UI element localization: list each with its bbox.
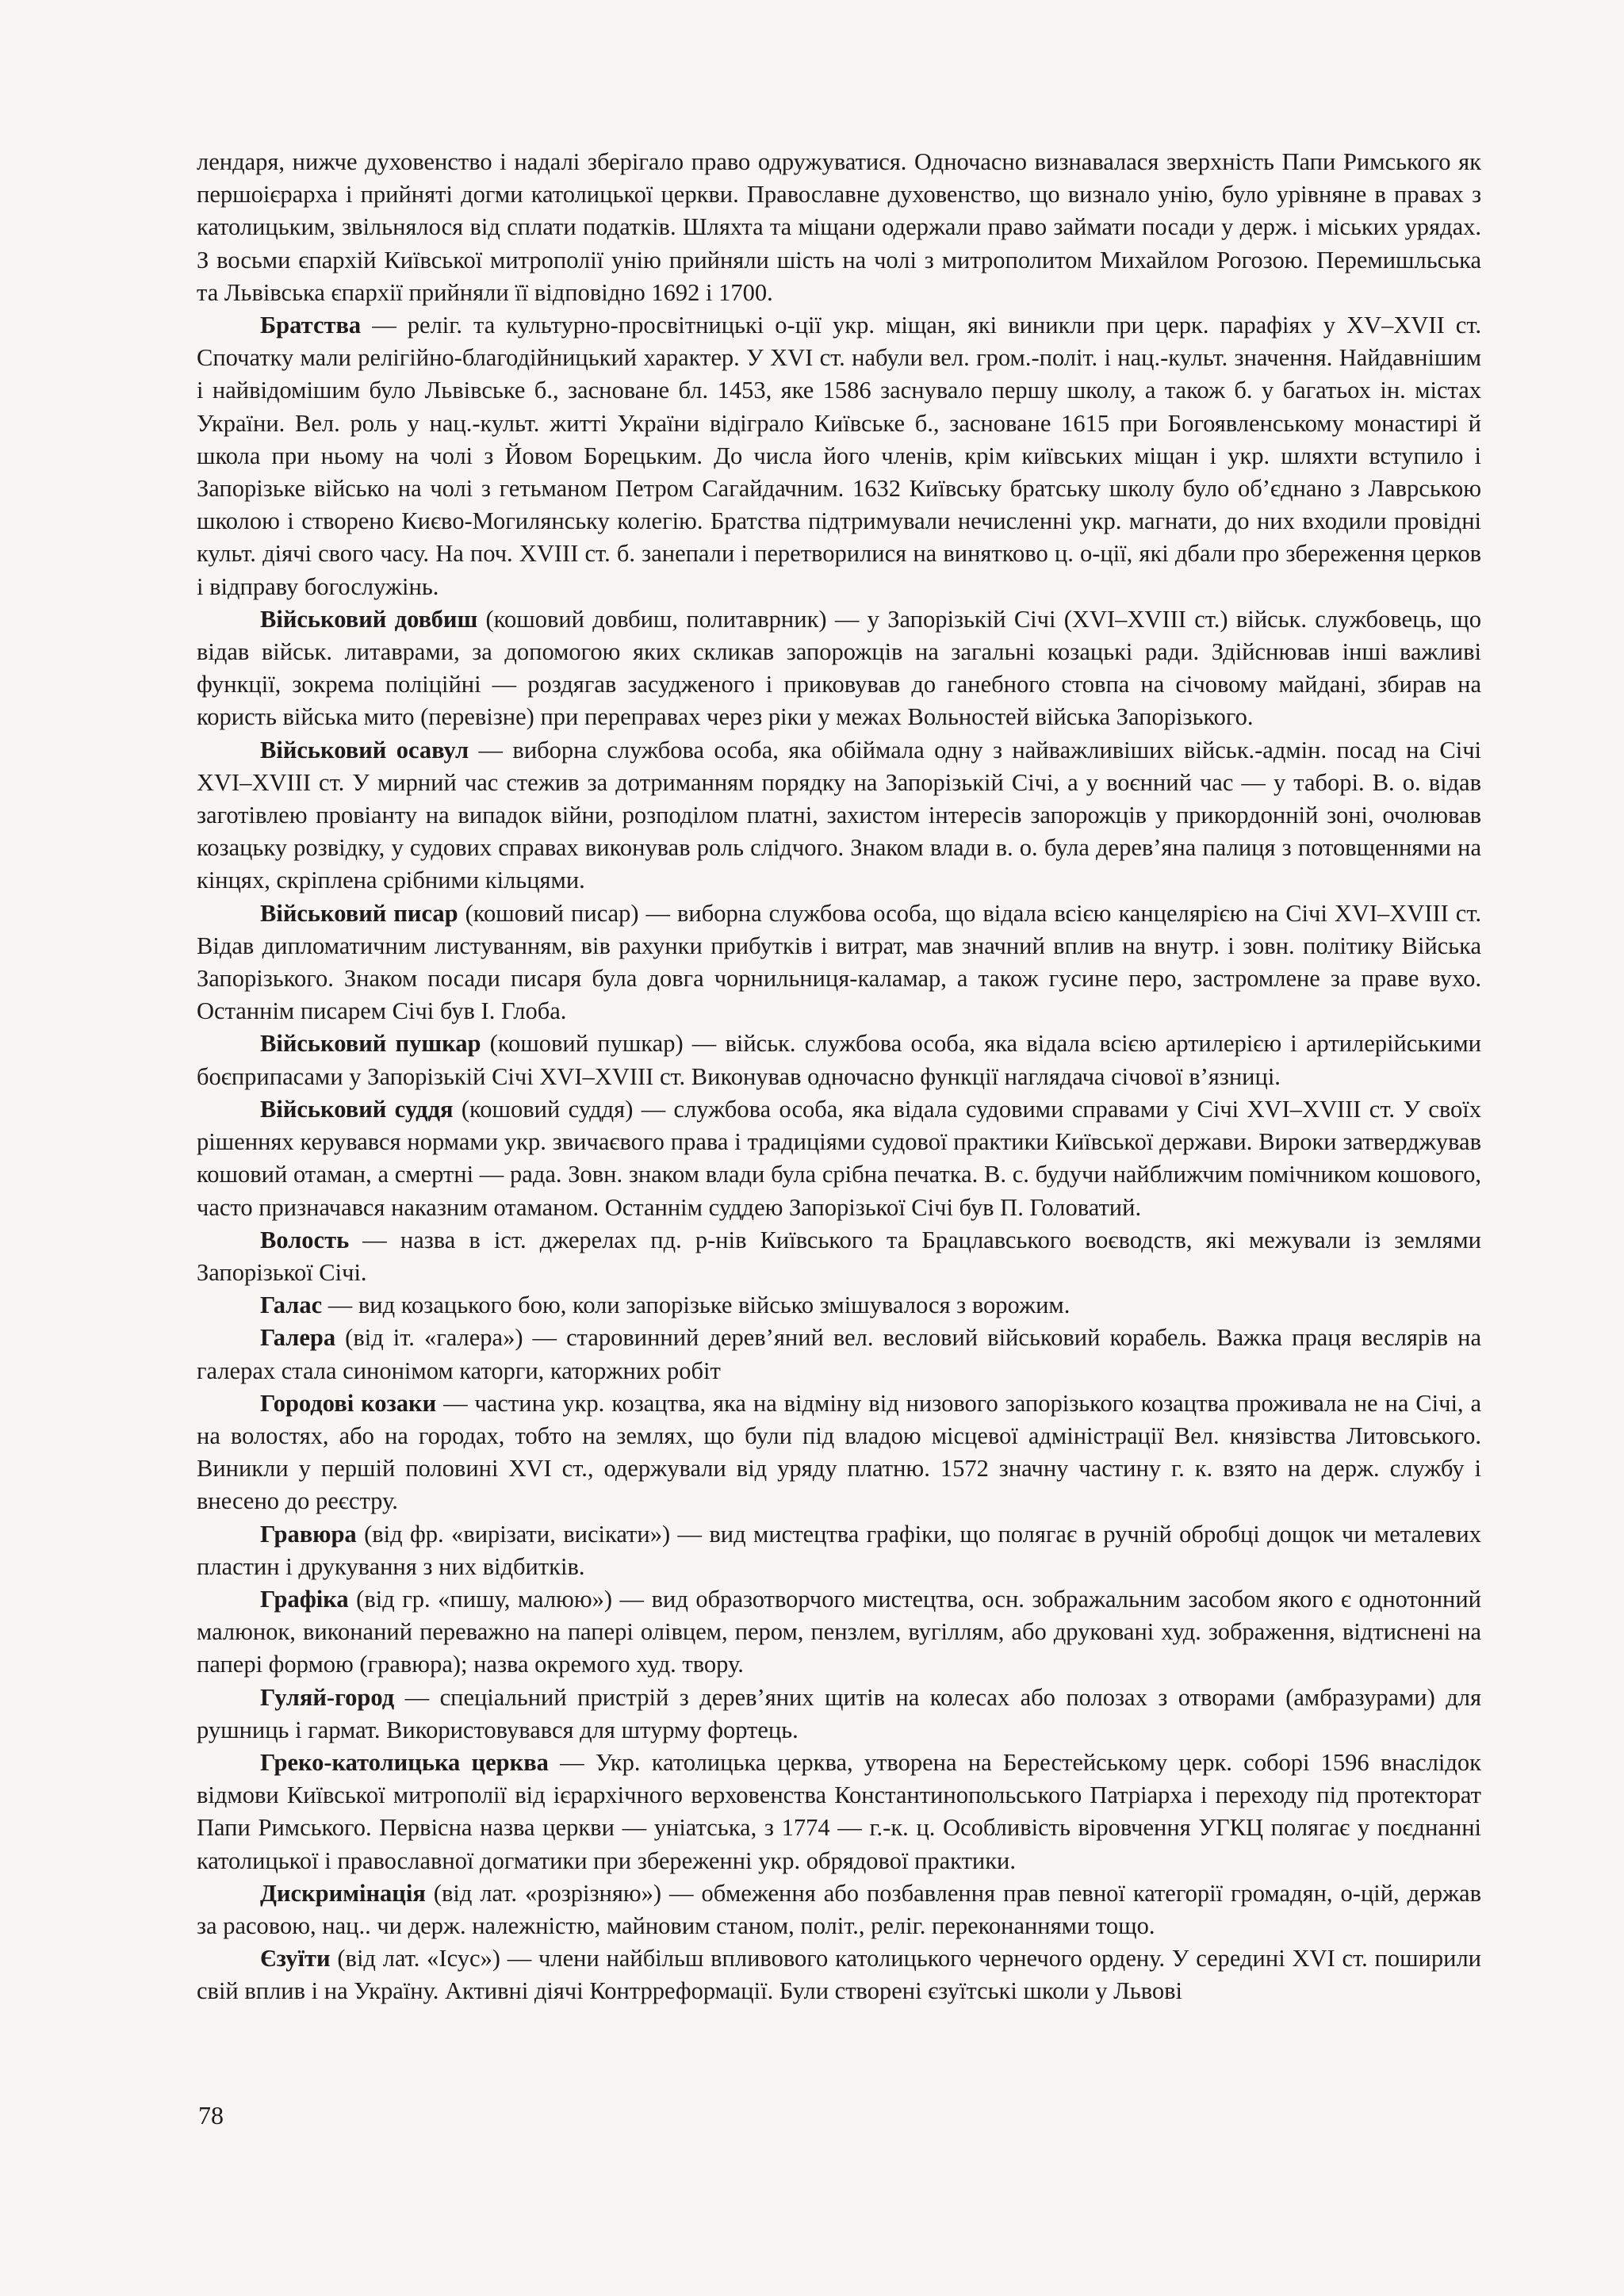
entry-definition: (від фр. «вирізати, висікати») — вид мистецтва графіки, що полягає в ручній обробці дощок чи металевих пластин і друкування з них відбитків.: [197, 1520, 1481, 1580]
glossary-entry: [197, 1682, 1481, 1747]
entry-term: Городові козаки: [260, 1389, 437, 1417]
glossary-entry: [197, 897, 1481, 1028]
entry-definition: — вид козацького бою, коли запорізьке військо змішувалося з ворожим.: [322, 1292, 1071, 1319]
entry-definition: — назва в іст. джерелах пд. р-нів Київського та Брацлавського воєводств, які межували із землями Запорізької Січі.: [197, 1226, 1481, 1286]
glossary-entry: [197, 1583, 1481, 1682]
entry-term: Військовий осавул: [260, 736, 469, 763]
glossary-entry: [197, 1747, 1481, 1877]
entry-definition: (кошовий пушкар) — військ. службова особа, яка відала всією артилерією і артилерійськими боєприпасами у Запорізькій Січі XVI–XVIII ст. Виконував одночасно функції наглядача січової в’язниці.: [197, 1030, 1481, 1090]
glossary-entry: [197, 1877, 1481, 1942]
entry-definition: — частина укр. козацтва, яка на відміну від низового запорізького козацтва проживала не на Січі, а на волостях, або на городах, тобто на землях, що були під владою місцевої адміністрації Вел. князівства Литовського. Виникли у першій половині XVI ст., одержували від уряду платню. 1572 значну частину г. к. взято на держ. службу і внесено до реєстру.: [197, 1389, 1481, 1515]
entry-term: Галас: [260, 1292, 323, 1319]
entry-definition: — виборна службова особа, яка обіймала одну з найважливіших військ.-адмін. посад на Січі XVI–XVIII ст. У мирний час стежив за дотриманням порядку на Запорізькій Січі, а у воєнний час — у таборі. В. о. відав заготівлею провіанту на випадок війни, розподілом платні, захистом інтересів запорожців у прикордонній зоні, очолював козацьку розвідку, у судових справах виконував роль слідчого. Знаком влади в. о. була дерев’яна палиця з потовщеннями на кінцях, скріплена срібними кільцями.: [197, 736, 1482, 894]
glossary-entry: [197, 1322, 1481, 1387]
entry-term: Гуляй-город: [260, 1683, 395, 1711]
entry-definition: (від іт. «галера») — старовинний дерев’яний вел. весловий військовий корабель. Важка праця веслярів на галерах стала синонімом каторги, каторжних робіт: [197, 1324, 1481, 1384]
entry-definition: (від лат. «Ісус») — члени найбільш впливового католицького чернечого ордену. У середині XVI ст. поширили свій вплив і на Україну. Активні діячі Контрреформації. Були створені єзуїтські школи у Львові: [197, 1945, 1481, 2005]
entry-definition: (кошовий писар) — виборна службова особа, що відала всією канцелярією на Січі XVI–XVIII ст. Відав дипломатичним листуванням, вів рахунки прибутків і витрат, мав значний вплив на внутр. і зовн. політику Війська Запорізького. Знаком посади писаря була довга чорнильниця-каламар, а також гусине перо, застромлене за праве вухо. Останнім писарем Січі був І. Глоба.: [197, 899, 1482, 1025]
entry-definition: (кошовий суддя) — службова особа, яка відала судовими справами у Січі XVI–XVIII ст. У своїх рішеннях керувався нормами укр. звичаєвого права і традиціями судової практики Київської держави. Вироки затверджував кошовий отаман, а смертні — рада. Зовн. знаком влади була срібна печатка. В. с. будучи найближчим помічником кошового, часто призначався наказним отаманом. Останнім суддею Запорізької Січі був П. Головатий.: [197, 1095, 1481, 1221]
entry-definition: — Укр. католицька церква, утворена на Берестейському церк. соборі 1596 внаслідок відмови Київської митрополії від ієрархічного верховенства Константинопольського Патріарха і переходу під протекторат Папи Римського. Первісна назва церкви — уніатська, з 1774 — г.-к. ц. Особливість віровчення УГКЦ полягає у поєднанні католицької і православної догматики при збереженні укр. обрядової практики.: [197, 1748, 1481, 1874]
continuation-paragraph: лендаря, нижче духовенство і надалі зберігало право одружуватися. Одночасно визнавалася зверхність Папи Римського як першоієрарха і прийняті догми католицької церкви. Православне духовенство, що визнало унію, було урівняне в правах з католицьким, звільнялося від сплати податків. Шляхта та міщани одержали право займати посади у держ. і міських урядах. З восьми єпархій Київської митрополії унію прийняли шість на чолі з митрополитом Михайлом Рогозою. Перемишльська та Львівська єпархії прийняли її відповідно 1692 і 1700.: [197, 148, 1481, 306]
entry-term: Військовий пушкар: [260, 1030, 481, 1058]
entry-term: Графіка: [260, 1585, 349, 1613]
glossary-entry: [197, 1093, 1481, 1224]
page-number: 78: [198, 2101, 224, 2130]
entry-term: Єзуїти: [260, 1945, 331, 1973]
entry-term: Військовий суддя: [260, 1095, 454, 1123]
entry-term: Гравюра: [260, 1520, 357, 1548]
entry-definition: — реліг. та культурно-просвітницькі о-ції укр. міщан, які виникли при церк. парафіях у XV–XVII ст. Спочатку мали релігійно-благодійницький характер. У XVI ст. набули вел. гром.-політ. і нац.-культ. значення. Найдавнішим і найвідомішим було Львівське б., засноване бл. 1453, яке 1586 заснувало першу школу, а також б. у багатьох ін. містах України. Вел. роль у нац.-культ. житті України відіграло Київське б., засноване 1615 при Богоявленському монастирі й школа при ньому на чолі з Йовом Борецьким. До числа його членів, крім київських міщан і укр. шляхти вступило і Запорізьке військо на чолі з гетьманом Петром Сагайдачним. 1632 Київську братську школу було об’єднано з Лаврською школою і створено Києво-Могилянську колегію. Братства підтримували нечисленні укр. магнати, до них входили провідні культ. діячі свого часу. На поч. XVIII ст. б. занепали і перетворилися на винятково ц. о-ції, які дбали про збереження церков і відправу богослужінь.: [197, 312, 1481, 600]
glossary-entry: [197, 1027, 1481, 1093]
glossary-entry: [197, 1387, 1481, 1518]
glossary-entry: [197, 603, 1481, 734]
entry-definition: (від лат. «розрізняю») — обмеження або позбавлення прав певної категорії громадян, о-цій, держав за расовою, нац.. чи держ. належністю, майновим станом, політ., реліг. переконаннями тощо.: [197, 1879, 1481, 1939]
entry-term: Дискримінація: [260, 1879, 426, 1907]
glossary-entries: [197, 309, 1481, 2008]
entry-term: Військовий писар: [260, 899, 458, 927]
entry-term: Греко-католицька церква: [260, 1748, 549, 1776]
glossary-entry: [197, 309, 1481, 603]
entry-term: Галера: [260, 1324, 336, 1352]
glossary-entry: [197, 1942, 1481, 2007]
entry-term: Волость: [260, 1226, 350, 1253]
glossary-entry: [197, 1224, 1481, 1289]
entry-definition: — спеціальний пристрій з дерев’яних щитів на колесах або полозах з отворами (амбразурами) для рушниць і гармат. Використовувався для штурму фортець.: [197, 1683, 1481, 1743]
entry-term: Військовий довбиш: [260, 605, 478, 633]
glossary-entry: [197, 1518, 1481, 1583]
entry-definition: (від гр. «пишу, малюю») — вид образотворчого мистецтва, осн. зображальним засобом якого є однотонний малюнок, виконаний переважно на папері олівцем, пером, пензлем, вугіллям, або друковані худ. зображення, відтиснені на папері формою (гравюра); назва окремого худ. твору.: [197, 1585, 1481, 1678]
entry-definition: (кошовий довбиш, политаврник) — у Запорізькій Січі (XVI–XVIII ст.) військ. службовець, що відав військ. литаврами, за допомогою яких скликав запорожців на загальні козацькі ради. Здійснював інші важливі функції, зокрема поліційні — роздягав засудженого і приковував до ганебного стовпа на січовому майдані, збирав на користь війська мито (перевізне) при переправах через ріки у межах Вольностей війська Запорізького.: [197, 605, 1481, 731]
page-text-block: [197, 146, 1481, 2008]
glossary-entry: [197, 734, 1481, 897]
glossary-entry: [197, 1289, 1481, 1322]
entry-term: Братства: [260, 312, 362, 339]
